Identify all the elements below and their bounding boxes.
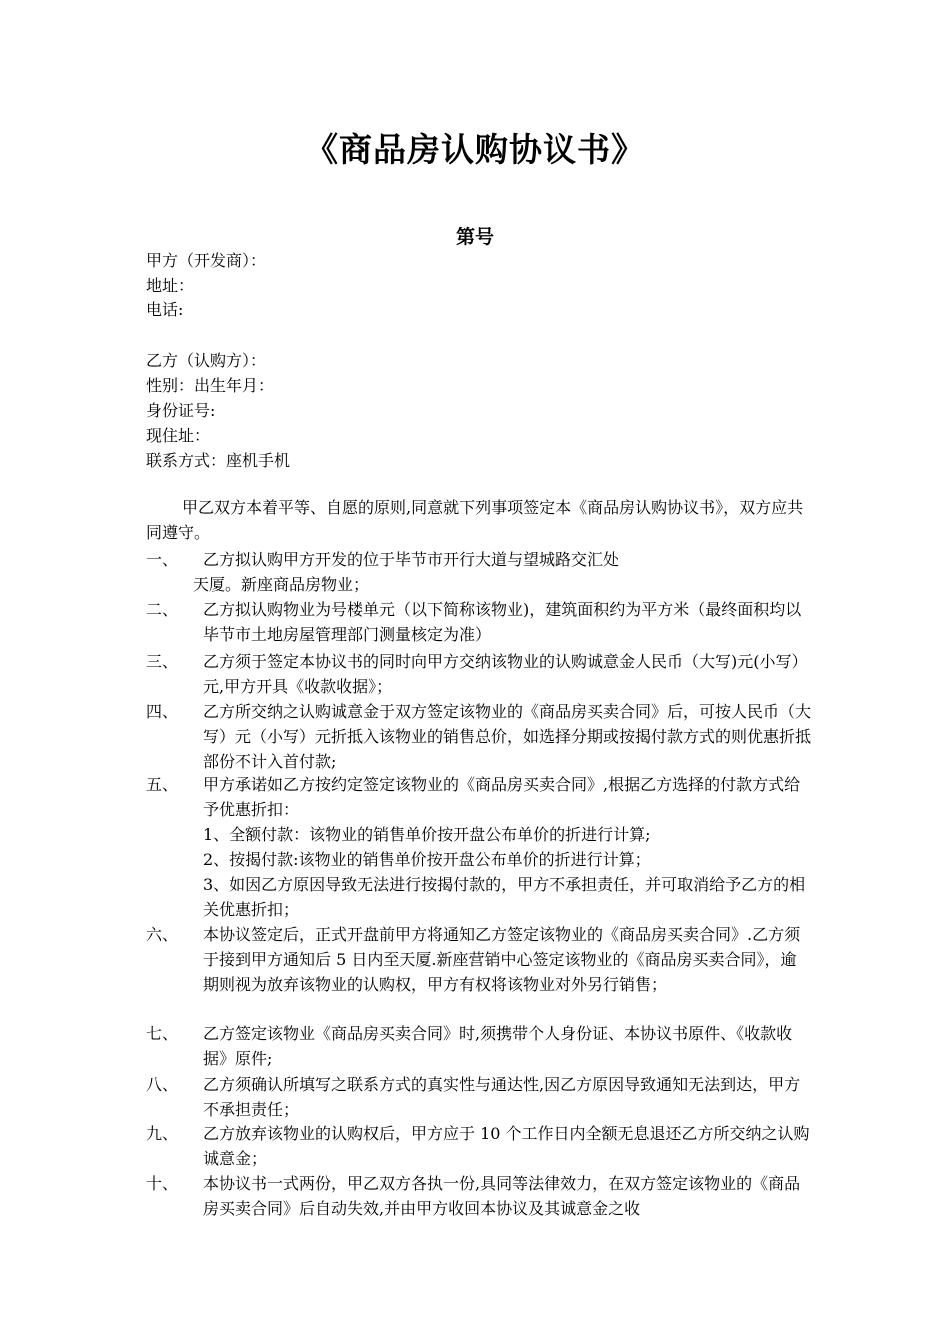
clause-number: 六、 (146, 925, 179, 944)
clause-number: 七、 (146, 1024, 179, 1043)
clause-text: 乙方签定该物业《商品房买卖合同》时,须携带个人身份证、本协议书原件、《收款收据》原件; (203, 1024, 793, 1068)
clause-number: 四、 (146, 702, 179, 721)
clause-text: 甲方承诺如乙方按约定签定该物业的《商品房买卖合同》,根据乙方选择的付款方式给予优惠折扣： (203, 775, 801, 819)
clause-5-sub-3: 3、如因乙方原因导致无法进行按揭付款的，甲方不承担责任，并可取消给予乙方的相关优惠折扣； (203, 875, 806, 919)
clause-number: 九、 (146, 1124, 179, 1143)
party-b-contact: 联系方式：座机手机 (146, 451, 291, 470)
party-b-current-address: 现住址： (146, 426, 211, 445)
clause-text: 天厦。新座商品房物业； (193, 575, 370, 594)
clause-number: 三、 (146, 652, 179, 671)
party-a-label: 甲方（开发商）： (146, 251, 267, 270)
clause-text: 乙方须确认所填写之联系方式的真实性与通达性,因乙方原因导致通知无法到达，甲方不承担责任； (203, 1075, 801, 1119)
document-title: 《商品房认购协议书》 (305, 130, 645, 169)
clause-5-sub-2: 2、按揭付款:该物业的销售单价按开盘公布单价的折进行计算； (203, 850, 651, 869)
party-a-address: 地址： (146, 276, 195, 295)
clause-number: 一、 (146, 550, 179, 569)
clause-number: 五、 (146, 775, 179, 794)
intro-paragraph: 甲乙双方本着平等、自愿的原则,同意就下列事项签定本《商品房认购协议书》，双方应共同遵守。 (146, 498, 804, 542)
clause-text: 本协议签定后，正式开盘前甲方将通知乙方签定该物业的《商品房买卖合同》.乙方须于接到甲方通知后 5 日内至天厦.新座营销中心签定该物业的《商品房买卖合同》，逾期则视为放弃该物业的认购权，甲方有权将该物业对外另行销售； (203, 925, 801, 994)
clause-text: 乙方拟认购物业为号楼单元（以下简称该物业)，建筑面积约为平方米（最终面积均以毕节市土地房屋管理部门测量核定为准） (203, 600, 802, 644)
clause-text: 乙方放弃该物业的认购权后，甲方应于 10 个工作日内全额无息退还乙方所交纳之认购诚意金； (203, 1124, 810, 1168)
clause-text: 乙方所交纳之认购诚意金于双方签定该物业的《商品房买卖合同》后，可按人民币（大写）元（小写）元折抵入该物业的销售总价，如选择分期或按揭付款方式的则优惠折抵部份不计入首付款; (203, 702, 812, 771)
party-b-label: 乙方（认购方）： (146, 351, 267, 370)
clause-number: 十、 (146, 1174, 179, 1193)
clause-text: 乙方拟认购甲方开发的位于毕节市开行大道与望城路交汇处 (203, 550, 620, 569)
party-a-phone: 电话: (146, 300, 184, 319)
clause-number: 二、 (146, 600, 179, 619)
clause-text: 本协议书一式两份，甲乙双方各执一份,具同等法律效力，在双方签定该物业的《商品房买卖合同》后自动失效,并由甲方收回本协议及其诚意金之收 (203, 1174, 801, 1218)
clause-5-sub-1: 1、全额付款：该物业的销售单价按开盘公布单价的折进行计算; (203, 825, 651, 844)
party-b-id-number: 身份证号: (146, 401, 216, 420)
party-b-gender-birth: 性别：出生年月： (146, 376, 275, 395)
document-number: 第号 (455, 226, 494, 248)
clause-number: 八、 (146, 1075, 179, 1094)
clause-text: 乙方须于签定本协议书的同时向甲方交纳该物业的认购诚意金人民币（大写)元(小写）元,甲方开具《收款收据》； (203, 652, 808, 696)
